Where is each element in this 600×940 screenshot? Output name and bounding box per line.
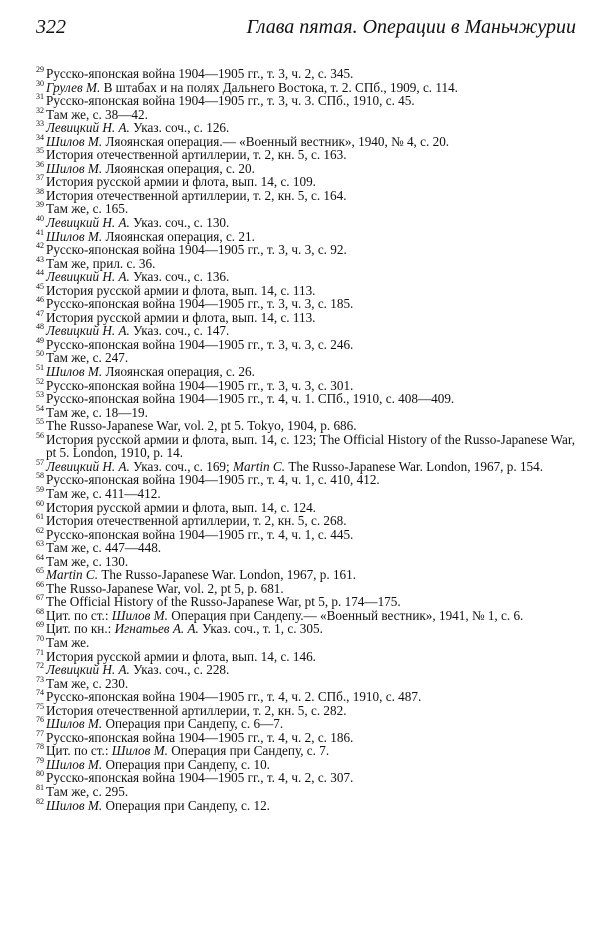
endnote-citation: Русско-японская война 1904—1905 гг., т. 3, ч. 3, с. 92. (46, 242, 347, 258)
endnote-citation: Там же, с. 411—412. (46, 485, 161, 501)
endnote-author: Шилов М. (46, 133, 103, 149)
endnote-citation: Операция при Сандепу, с. 10. (102, 756, 270, 772)
endnote-citation: Русско-японская война 1904—1905 гг., т. 3, ч. 3, с. 185. (46, 296, 354, 312)
endnote-number: 42 (36, 241, 44, 251)
endnote-item (36, 430, 581, 461)
endnote-item (36, 186, 581, 203)
endnote-number: 63 (36, 539, 44, 549)
endnote-citation: Русско-японская война 1904—1905 гг., т. 3, ч. 3, с. 246. (46, 336, 354, 352)
endnote-citation: Операция при Сандепу, с. 12. (102, 797, 270, 813)
endnote-number: 62 (36, 525, 44, 535)
endnote-author: Левицкий Н. А. (46, 458, 130, 474)
endnote-item (36, 647, 581, 664)
endnote-citation: Указ. соч., с. 147. (129, 323, 230, 339)
endnote-citation: Русско-японская война 1904—1905 гг., т. 4, ч. 1, с. 445. (46, 526, 354, 542)
endnote-citation: Русско-японская война 1904—1905 гг., т. 4, ч. 1. СПб., 1910, с. 408—409. (46, 391, 455, 407)
endnote-item (36, 498, 581, 515)
endnote-citation: Там же, с. 247. (46, 350, 129, 366)
endnote-citation: Русско-японская война 1904—1905 гг., т. 4, ч. 1, с. 410, 412. (46, 472, 380, 488)
endnote-author: Шилов М. (46, 797, 103, 813)
endnote-author: Грулев М. (46, 79, 101, 95)
endnote-citation: The Russo-Japanese War, vol. 2, pt 5. Tokyo, 1904, p. 686. (46, 418, 357, 434)
endnote-citation: Цит. по кн.: (46, 621, 115, 637)
endnote-citation: История отечественной артиллерии, т. 2, кн. 5, с. 268. (46, 513, 347, 529)
endnote-number: 57 (36, 457, 44, 467)
endnote-citation: Цит. по ст.: (46, 743, 112, 759)
endnote-item (36, 376, 581, 393)
endnote-citation: Указ. соч., с. 169; (129, 458, 233, 474)
endnote-citation: Русско-японская война 1904—1905 гг., т. 4, ч. 2, с. 307. (46, 770, 354, 786)
endnote-number: 56 (36, 430, 44, 440)
endnote-citation: История русской армии и флота, вып. 14, с. 123; The Official History of the Russo-Japanese War, pt 5. London, 1910, p. 14. (46, 431, 576, 461)
endnote-number: 33 (36, 119, 44, 129)
endnote-item (36, 202, 581, 216)
endnote-item (36, 254, 581, 271)
endnote-item (36, 335, 581, 352)
endnote-number: 69 (36, 620, 44, 630)
endnote-item (36, 148, 581, 162)
endnote-item (36, 121, 581, 135)
endnote-author: Шилов М. (111, 743, 168, 759)
endnote-number: 72 (36, 661, 44, 671)
endnote-citation: История русской армии и флота, вып. 14, с. 124. (46, 499, 316, 515)
endnote-citation: Там же. (46, 634, 90, 650)
endnote-author: Левицкий Н. А. (46, 323, 130, 339)
endnote-number: 52 (36, 376, 44, 386)
endnote-citation: Там же, с. 447—448. (46, 540, 162, 556)
endnote-citation: Указ. соч., с. 136. (129, 269, 230, 285)
endnote-item (36, 324, 581, 338)
endnote-citation: Русско-японская война 1904—1905 гг., т. 4, ч. 2, с. 186. (46, 729, 354, 745)
endnote-item (36, 175, 581, 189)
endnote-item (36, 403, 581, 420)
endnote-citation: Там же, с. 230. (46, 675, 129, 691)
endnote-citation: Операция при Сандепу.— «Военный вестник», 1941, № 1, с. 6. (167, 607, 524, 623)
endnote-author: Martin С. (232, 458, 286, 474)
endnote-citation: Там же, с. 165. (46, 201, 129, 217)
endnote-author: Martin С. (46, 567, 99, 583)
endnote-number: 38 (36, 186, 44, 196)
endnote-item (36, 270, 581, 284)
endnote-number: 78 (36, 742, 44, 752)
endnote-number: 82 (36, 796, 44, 806)
endnote-number: 41 (36, 227, 44, 237)
endnote-item (36, 419, 581, 433)
endnote-citation: История русской армии и флота, вып. 14, с. 113. (46, 282, 316, 298)
endnote-citation: В штабах и на полях Дальнего Востока, т. 2. СПб., 1909, с. 114. (100, 79, 458, 95)
endnote-number: 81 (36, 782, 44, 792)
endnote-item (36, 67, 581, 81)
endnote-author: Левицкий Н. А. (46, 662, 130, 678)
endnote-citation: Указ. соч., с. 126. (129, 120, 230, 136)
endnote-number: 37 (36, 173, 44, 183)
endnote-citation: The Russo-Japanese War. London, 1967, p. 161. (98, 567, 357, 583)
endnote-number: 76 (36, 715, 44, 725)
endnote-citation: Указ. соч., т. 1, с. 305. (198, 621, 323, 637)
endnote-item (36, 392, 581, 406)
endnote-citation: Ляоянская операция, с. 26. (102, 364, 255, 380)
endnote-citation: Русско-японская война 1904—1905 гг., т. 3, ч. 3, с. 301. (46, 377, 354, 393)
endnote-item (36, 782, 581, 799)
endnote-number: 47 (36, 308, 44, 318)
endnote-item (36, 755, 581, 772)
endnote-item (36, 606, 581, 623)
endnote-number: 45 (36, 281, 44, 291)
endnote-number: 70 (36, 633, 44, 643)
endnote-author: Левицкий Н. А. (46, 215, 130, 231)
endnote-citation: Там же, с. 38—42. (46, 106, 148, 122)
endnote-citation: Русско-японская война 1904—1905 гг., т. 4, ч. 2. СПб., 1910, с. 487. (46, 689, 422, 705)
endnote-author: Шилов М. (46, 364, 103, 380)
endnote-item (36, 132, 581, 149)
endnote-number: 43 (36, 254, 44, 264)
endnote-number: 35 (36, 146, 44, 156)
endnote-citation: История русской армии и флота, вып. 14, с. 109. (46, 174, 316, 190)
endnote-citation: Русско-японская война 1904—1905 гг., т. 3, ч. 3. СПб., 1910, с. 45. (46, 93, 415, 109)
endnote-number: 61 (36, 512, 44, 522)
endnote-number: 31 (36, 92, 44, 102)
endnote-author: Левицкий Н. А. (46, 120, 130, 136)
endnote-item (36, 771, 581, 785)
running-title: Глава пятая. Операции в Маньчжурии (246, 16, 576, 38)
endnote-citation: Операция при Сандепу, с. 7. (167, 743, 330, 759)
endnote-citation: История отечественной артиллерии, т. 2, кн. 5, с. 164. (46, 187, 347, 203)
endnote-item (36, 216, 581, 230)
endnote-item (36, 579, 581, 596)
endnote-item (36, 484, 581, 501)
endnote-number: 73 (36, 674, 44, 684)
endnote-citation: Там же, прил. с. 36. (46, 255, 156, 271)
endnote-number: 79 (36, 755, 44, 765)
endnote-number: 34 (36, 132, 44, 142)
endnote-number: 60 (36, 498, 44, 508)
endnote-author: Игнатьев А. А. (114, 621, 199, 637)
endnote-citation: Русско-японская война 1904—1905 гг., т. 3, ч. 2, с. 345. (46, 66, 354, 81)
endnote-citation: The Russo-Japanese War, vol. 2, pt 5, p. 681. (46, 580, 284, 596)
endnote-item (36, 159, 581, 176)
endnote-item (36, 105, 581, 122)
endnote-number: 77 (36, 728, 44, 738)
endnote-citation: Ляоянская операция, с. 20. (102, 160, 255, 176)
endnote-number: 51 (36, 363, 44, 373)
endnote-item (36, 796, 581, 813)
endnote-citation: The Russo-Japanese War. London, 1967, p. 154. (285, 458, 544, 474)
endnote-item (36, 663, 581, 677)
endnote-number: 44 (36, 268, 44, 278)
endnote-item (36, 541, 581, 555)
endnote-item (36, 674, 581, 691)
endnote-text (46, 432, 575, 461)
endnote-item (36, 701, 581, 718)
endnote-number: 67 (36, 593, 44, 603)
endnote-item (36, 728, 581, 745)
endnote-item (36, 717, 581, 731)
endnote-number: 74 (36, 688, 44, 698)
endnote-number: 46 (36, 295, 44, 305)
endnote-item (36, 243, 581, 257)
endnote-citation: Указ. соч., с. 228. (129, 662, 230, 678)
endnote-number: 66 (36, 579, 44, 589)
endnote-citation: Там же, с. 130. (46, 553, 129, 569)
endnote-item (36, 633, 581, 650)
endnote-author: Шилов М. (111, 607, 168, 623)
endnote-item (36, 351, 581, 365)
endnote-number: 59 (36, 484, 44, 494)
endnote-item (36, 622, 581, 636)
endnote-item (36, 744, 581, 758)
endnote-citation: Операция при Сандепу, с. 6—7. (102, 716, 284, 732)
endnote-number: 75 (36, 701, 44, 711)
endnote-text (46, 798, 270, 813)
endnote-number: 36 (36, 159, 44, 169)
endnote-item (36, 525, 581, 542)
endnote-item (36, 365, 581, 379)
endnote-item (36, 457, 581, 474)
endnote-author: Шилов М. (46, 160, 103, 176)
endnote-item (36, 78, 581, 95)
endnote-author: Шилов М. (46, 756, 103, 772)
endnote-number: 58 (36, 471, 44, 481)
endnote-number: 32 (36, 105, 44, 115)
endnote-citation: История русской армии и флота, вып. 14, с. 113. (46, 309, 316, 325)
page-number: 322 (36, 16, 66, 38)
endnote-number: 64 (36, 552, 44, 562)
endnote-citation: Ляоянская операция, с. 21. (102, 228, 255, 244)
endnote-item (36, 94, 581, 108)
endnote-number: 48 (36, 322, 44, 332)
endnote-item (36, 227, 581, 244)
endnote-author: Шилов М. (46, 716, 103, 732)
endnote-citation: Там же, с. 295. (46, 783, 129, 799)
endnote-item (36, 308, 581, 325)
endnote-number: 30 (36, 78, 44, 88)
page-header (36, 16, 576, 46)
endnote-item (36, 473, 581, 487)
endnote-number: 55 (36, 417, 44, 427)
endnote-citation: The Official History of the Russo-Japanese War, pt 5, p. 174—175. (46, 594, 401, 610)
endnote-number: 65 (36, 566, 44, 576)
endnote-author: Шилов М. (46, 228, 103, 244)
endnote-author: Левицкий Н. А. (46, 269, 130, 285)
endnote-item (36, 297, 581, 311)
endnote-item (36, 552, 581, 569)
endnote-number: 39 (36, 200, 44, 210)
endnote-number: 80 (36, 769, 44, 779)
endnote-citation: Цит. по ст.: (46, 607, 112, 623)
endnote-citation: История отечественной артиллерии, т. 2, кн. 5, с. 282. (46, 702, 347, 718)
endnote-item (36, 595, 581, 609)
endnote-item (36, 568, 581, 582)
endnote-item (36, 514, 581, 528)
endnote-citation: Там же, с. 18—19. (46, 404, 148, 420)
endnote-number: 49 (36, 335, 44, 345)
endnote-item (36, 281, 581, 298)
endnote-number: 71 (36, 647, 44, 657)
endnote-number: 29 (36, 65, 44, 74)
endnote-item (36, 690, 581, 704)
endnote-number: 50 (36, 349, 44, 359)
endnote-number: 54 (36, 403, 44, 413)
endnote-citation: Ляоянская операция.— «Военный вестник», 1940, № 4, с. 20. (102, 133, 450, 149)
endnote-citation: История отечественной артиллерии, т. 2, кн. 5, с. 163. (46, 147, 347, 163)
endnote-number: 40 (36, 214, 44, 224)
endnote-citation: Указ. соч., с. 130. (129, 215, 230, 231)
endnote-number: 68 (36, 606, 44, 616)
endnotes-list (36, 67, 581, 812)
endnote-number: 53 (36, 390, 44, 400)
endnote-citation: История русской армии и флота, вып. 14, с. 146. (46, 648, 316, 664)
